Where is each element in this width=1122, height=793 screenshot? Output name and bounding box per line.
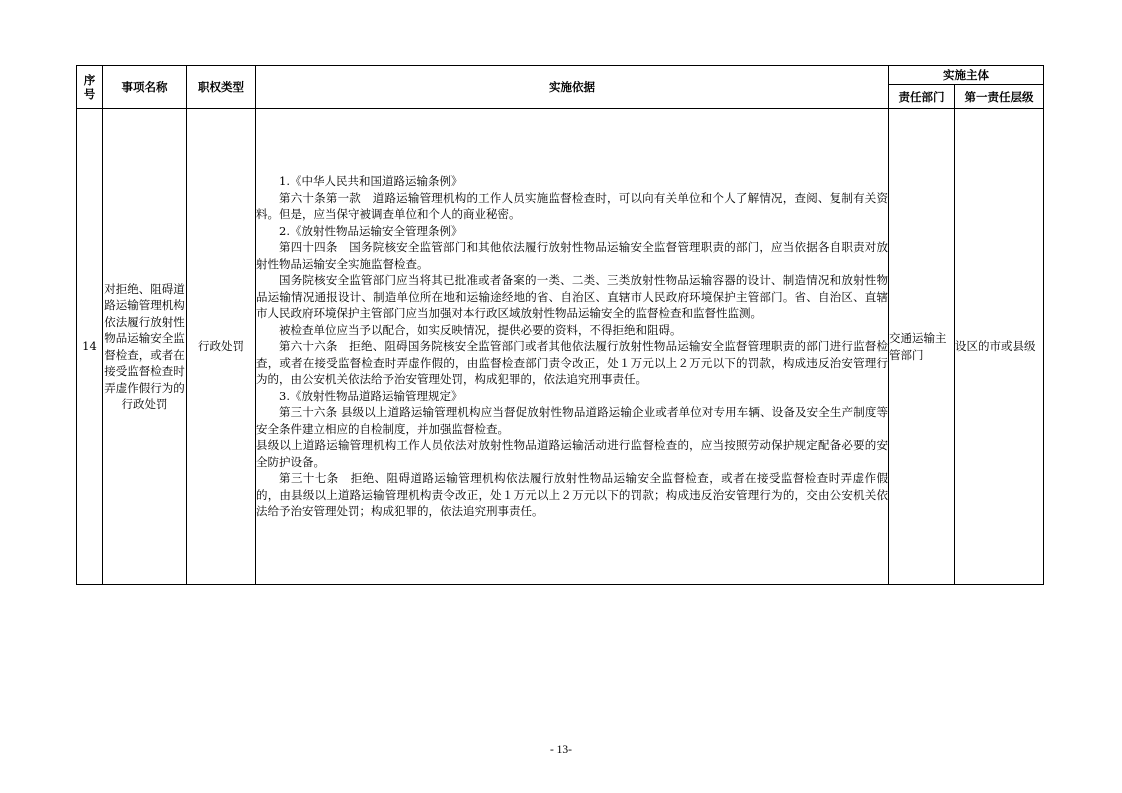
header-basis: 实施依据	[256, 66, 889, 109]
basis-paragraph: 2.《放射性物品运输安全管理条例》	[279, 223, 463, 238]
header-subject: 实施主体	[889, 66, 1044, 85]
header-dept: 责任部门	[889, 85, 955, 109]
row-power-type: 行政处罚	[187, 109, 256, 585]
row-level: 设区的市或县级	[955, 109, 1044, 585]
header-power-type: 职权类型	[187, 66, 256, 109]
row-seq: 14	[77, 109, 103, 585]
header-level: 第一责任层级	[955, 85, 1044, 109]
table-row	[77, 109, 1044, 585]
power-list-table	[76, 65, 1044, 585]
basis-paragraph: 第六十六条 拒绝、阻碍国务院核安全监管部门或者其他依法履行放射性物品运输安全监督管理职责的部门进行监督检查，或者在接受监督检查时弄虚作假的，由监督检查部门责令改正，处１万元以上２万元以下的罚款，构成违反治安管理行为的，由公安机关依法给予治安管理处罚，构成犯罪的，依法追究刑事责任。	[256, 339, 888, 387]
row-dept: 交通运输主管部门	[889, 109, 955, 585]
header-item-name: 事项名称	[103, 66, 187, 109]
header-seq: 序号	[77, 66, 103, 109]
basis-paragraph: 第六十条第一款 道路运输管理机构的工作人员实施监督检查时，可以向有关单位和个人了解情况，查阅、复制有关资料。但是，应当保守被调查单位和个人的商业秘密。	[256, 190, 888, 222]
basis-paragraph: 县级以上道路运输管理机构工作人员依法对放射性物品道路运输活动进行监督检查的，应当按照劳动保护规定配备必要的安全防护设备。	[256, 438, 888, 469]
basis-paragraph: 国务院核安全监管部门应当将其已批准或者备案的一类、二类、三类放射性物品运输容器的设计、制造情况和放射性物品运输情况通报设计、制造单位所在地和运输途经地的省、自治区、直辖市人民政府环境保护主管部门。省、自治区、直辖市人民政府环境保护主管部门应当加强对本行政区域放射性物品运输安全的监督检查和监督性监测。	[256, 273, 888, 321]
basis-paragraph: 1.《中华人民共和国道路运输条例》	[279, 174, 463, 189]
row-basis	[256, 109, 889, 585]
basis-paragraph: 第三十六条 县级以上道路运输管理机构应当督促放射性物品道路运输企业或者单位对专用车辆、设备及安全生产制度等安全条件建立相应的自检制度，并加强监督检查。	[256, 405, 888, 436]
basis-paragraph: 第四十四条 国务院核安全监管部门和其他依法履行放射性物品运输安全监督管理职责的部门，应当依据各自职责对放射性物品运输安全实施监督检查。	[256, 240, 888, 271]
row-item-name: 对拒绝、阻碍道路运输管理机构依法履行放射性物品运输安全监督检查，或者在接受监督检查时弄虚作假行为的行政处罚	[103, 109, 187, 585]
basis-paragraph: 3.《放射性物品道路运输管理规定》	[279, 388, 463, 403]
page-number: - 13-	[549, 744, 573, 756]
basis-paragraph: 被检查单位应当予以配合，如实反映情况，提供必要的资料，不得拒绝和阻碍。	[279, 322, 682, 337]
basis-paragraph: 第三十七条 拒绝、阻碍道路运输管理机构依法履行放射性物品运输安全监督检查，或者在接受监督检查时弄虚作假的，由县级以上道路运输管理机构责令改正，处１万元以上２万元以下的罚款；构成违反治安管理行为的，交由公安机关依法给予治安管理处罚；构成犯罪的，依法追究刑事责任。	[256, 471, 888, 519]
